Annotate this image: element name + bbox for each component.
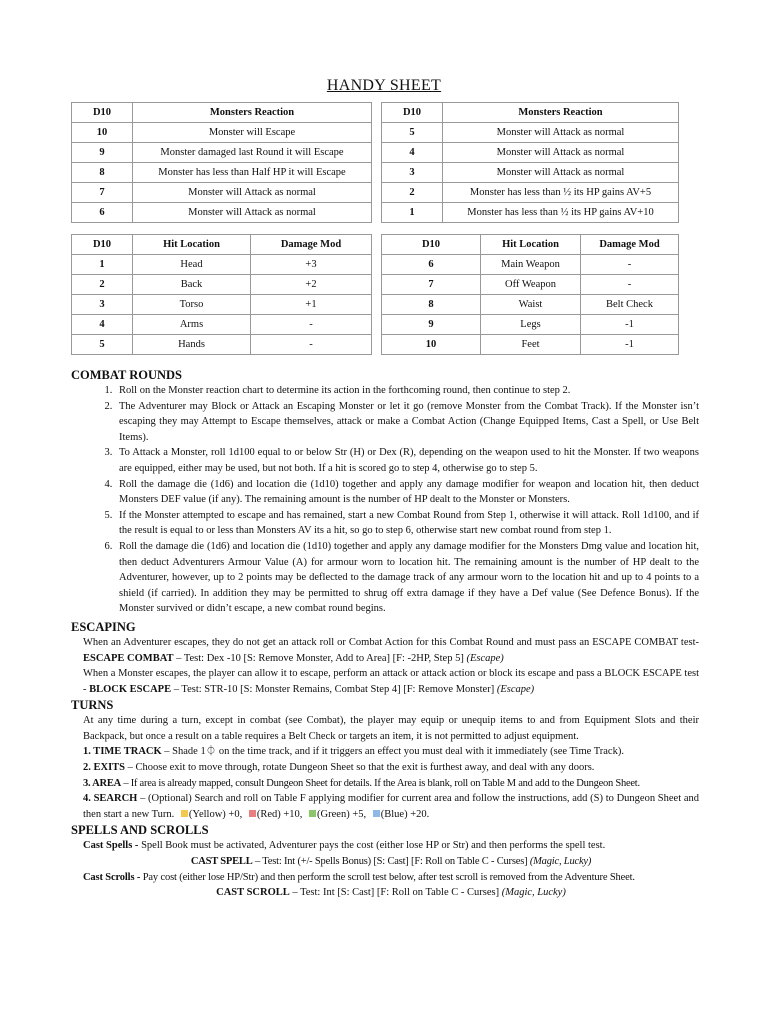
table-row	[382, 295, 679, 315]
table-row	[382, 143, 679, 163]
header-d10: D10	[72, 235, 133, 255]
value-cell: Monster will Attack as normal	[443, 143, 679, 163]
combat-step: 1. Roll on the Monster reaction chart to determine its action in the forthcoming round, then continue to step 2.	[115, 383, 699, 399]
spells-heading: SPELLS AND SCROLLS	[71, 823, 209, 838]
header-reaction: Monsters Reaction	[133, 103, 372, 123]
value-cell: -	[581, 255, 679, 275]
value-cell: -1	[581, 315, 679, 335]
value-cell: Belt Check	[581, 295, 679, 315]
table-row	[382, 335, 679, 355]
value-cell: Monster damaged last Round it will Escape	[133, 143, 372, 163]
combat-steps	[71, 383, 699, 617]
table-row	[72, 255, 372, 275]
value-cell: Monster has less than ½ its HP gains AV+5	[443, 183, 679, 203]
header-d10: D10	[382, 235, 481, 255]
value-cell: Monster will Attack as normal	[443, 123, 679, 143]
hit-table-right	[381, 234, 679, 355]
reaction-left-body	[72, 123, 372, 223]
value-cell: -	[251, 335, 372, 355]
escaping-adventurer: When an Adventurer escapes, they do not get an attack roll or Combat Action for this Combat Round and must pass an ESCAPE COMBAT test- ESCAPE COMBAT – Test: Dex -10 [S: Remove Monster, Add to Area] [F: -2HP, Step 5] (Escape)	[83, 636, 699, 664]
escaping-heading: ESCAPING	[71, 619, 136, 634]
hit-table-left	[71, 234, 372, 355]
value-cell: Torso	[133, 295, 251, 315]
value-cell: -1	[581, 335, 679, 355]
value-cell: Head	[133, 255, 251, 275]
cast-scroll-test: CAST SCROLL – Test: Int [S: Cast] [F: Roll on Table C - Curses] (Magic, Lucky)	[216, 887, 566, 899]
value-cell: Monster will Escape	[133, 123, 372, 143]
table-row	[382, 275, 679, 295]
reaction-table-left	[71, 102, 372, 223]
table-row	[72, 295, 372, 315]
roll-cell: 9	[72, 143, 133, 163]
table-row	[72, 163, 372, 183]
table-row	[72, 183, 372, 203]
reaction-right-body	[382, 123, 679, 223]
roll-cell: 6	[72, 203, 133, 223]
value-cell: Arms	[133, 315, 251, 335]
header-damage-mod: Damage Mod	[581, 235, 679, 255]
value-cell: Monster will Attack as normal	[133, 203, 372, 223]
combat-step: 2. The Adventurer may Block or Attack an Escaping Monster or let it go (remove Monster from the Combat Track). If the Monster isn’t escaping they may Attempt to Escape themselves, attack or make a Combat Action (Change Equipped Items, Cast a Spell, or Use Belt Items).	[115, 399, 699, 446]
header-d10: D10	[382, 103, 443, 123]
blue-square-icon	[373, 810, 380, 817]
roll-cell: 1	[72, 255, 133, 275]
cast-scrolls-rule: Cast Scrolls - Pay cost (either lose HP/Str) and then perform the scroll test below, after test scroll is removed from the Adventure Sheet.	[83, 871, 635, 883]
roll-cell: 5	[382, 123, 443, 143]
hit-right-body	[382, 255, 679, 355]
value-cell: Monster will Attack as normal	[133, 183, 372, 203]
value-cell: Main Weapon	[481, 255, 581, 275]
header-hit-location: Hit Location	[133, 235, 251, 255]
value-cell: Monster will Attack as normal	[443, 163, 679, 183]
roll-cell: 2	[382, 183, 443, 203]
escape-combat-test: ESCAPE COMBAT	[83, 652, 174, 664]
combat-step: 5. If the Monster attempted to escape and has remained, start a new Combat Round from Step 1, otherwise it will attack. Roll 1d100, and if the result is equal to or less than Monsters AV its a hit, so go to step 6, otherwise start new combat round from step 1.	[115, 508, 699, 539]
roll-cell: 3	[382, 163, 443, 183]
combat-step: 4. Roll the damage die (1d6) and location die (1d10) together and apply any damage modifier for weapon and location hit, then deduct Monsters DEF value (if any). The remaining amount is the number of HP dealt to the Monster or Monsters.	[115, 477, 699, 508]
table-row	[72, 315, 372, 335]
value-cell: -	[581, 275, 679, 295]
roll-cell: 8	[382, 295, 481, 315]
block-escape-test: BLOCK ESCAPE	[89, 683, 172, 695]
roll-cell: 4	[72, 315, 133, 335]
table-row	[382, 163, 679, 183]
value-cell: +3	[251, 255, 372, 275]
roll-cell: 7	[72, 183, 133, 203]
value-cell: Off Weapon	[481, 275, 581, 295]
value-cell: Legs	[481, 315, 581, 335]
header-hit-location: Hit Location	[481, 235, 581, 255]
turns-heading: TURNS	[71, 698, 114, 713]
value-cell: -	[251, 315, 372, 335]
turn-step-search: 4. SEARCH – (Optional) Search and roll on Table F applying modifier for current area and follow the instructions, add (S) to Dungeon Sheet and then start a new Turn. (Yellow) +0, (Red) +10, (Green) +5, (Blue) +20.	[83, 793, 699, 820]
combat-heading: COMBAT ROUNDS	[71, 368, 183, 382]
table-row	[72, 335, 372, 355]
turn-step-area: 3. AREA – If area is already mapped, consult Dungeon Sheet for details. If the Area is blank, roll on Table M and add to the Dungeon Sheet.	[83, 777, 640, 789]
table-row	[72, 123, 372, 143]
header-reaction: Monsters Reaction	[443, 103, 679, 123]
roll-cell: 4	[382, 143, 443, 163]
green-square-icon	[309, 810, 316, 817]
roll-cell: 3	[72, 295, 133, 315]
value-cell: Waist	[481, 295, 581, 315]
roll-cell: 5	[72, 335, 133, 355]
cast-spells-rule: Cast Spells - Spell Book must be activated, Adventurer pays the cost (either lose HP or Str) and then performs the spell test.	[83, 840, 606, 852]
value-cell: Back	[133, 275, 251, 295]
yellow-square-icon	[181, 810, 188, 817]
header-damage-mod: Damage Mod	[251, 235, 372, 255]
table-row	[72, 143, 372, 163]
table-row	[382, 315, 679, 335]
combat-step: 3. To Attack a Monster, roll 1d100 equal to or below Str (H) or Dex (R), depending on the weapon used to hit the Monster. If two weapons are equipped, either may be used, but not both. If a hit is scored go to step 4, otherwise go to step 5.	[115, 445, 699, 476]
cast-spell-test: CAST SPELL – Test: Int (+/- Spells Bonus) [S: Cast] [F: Roll on Table C - Curses] (Magic, Lucky)	[190, 856, 592, 868]
value-cell: Monster has less than ½ its HP gains AV+10	[443, 203, 679, 223]
value-cell: +2	[251, 275, 372, 295]
value-cell: Feet	[481, 335, 581, 355]
roll-cell: 9	[382, 315, 481, 335]
table-row	[382, 203, 679, 223]
turn-step-exits: 2. EXITS – Choose exit to move through, rotate Dungeon Sheet so that the exit is furthest away, and deal with any doors.	[83, 762, 595, 774]
table-row	[382, 183, 679, 203]
turns-intro: At any time during a turn, except in combat (see Combat), the player may equip or unequip items to and from Equipment Slots and their Backpack, but once a result on a table requires a Belt Check or targets an item, it is not permitted to adjust equipment.	[83, 715, 699, 742]
roll-cell: 10	[72, 123, 133, 143]
red-square-icon	[249, 810, 256, 817]
value-cell: +1	[251, 295, 372, 315]
roll-cell: 1	[382, 203, 443, 223]
combat-step: 6. Roll the damage die (1d6) and location die (1d10) together and apply any damage modifier for the Monsters Dmg value and location hit, then deduct Adventurers Armour Value (A) for armour worn to location hit. The remaining amount is the number of HP dealt to the Adventurer, however, up to 2 points may be deflected to the damage track of any armour worn to the location hit and up to 4 points to a shield (if carried). In addition they may be permitted to shrug off extra damage if they have a Def value (See Defence Bonus). If the Monster survived or didn’t escape, a new combat round begins.	[115, 539, 699, 617]
reaction-table-right	[381, 102, 679, 223]
turn-step-time-track: 1. TIME TRACK – Shade 1⏀ on the time track, and if it triggers an effect you must deal with it immediately (see Time Track).	[83, 746, 624, 758]
escaping-monster: When a Monster escapes, the player can allow it to escape, perform an attack or attack action or block its escape and pass a BLOCK ESCAPE test - BLOCK ESCAPE – Test: STR-10 [S: Monster Remains, Combat Step 4] [F: Remove Monster] (Escape)	[83, 668, 699, 695]
header-d10: D10	[72, 103, 133, 123]
table-row	[382, 255, 679, 275]
value-cell: Hands	[133, 335, 251, 355]
value-cell: Monster has less than Half HP it will Escape	[133, 163, 372, 183]
roll-cell: 6	[382, 255, 481, 275]
roll-cell: 8	[72, 163, 133, 183]
roll-cell: 2	[72, 275, 133, 295]
page-title: HANDY SHEET	[326, 77, 442, 94]
table-row	[382, 123, 679, 143]
hit-left-body	[72, 255, 372, 355]
table-row	[72, 275, 372, 295]
roll-cell: 10	[382, 335, 481, 355]
rules-content	[71, 367, 699, 901]
table-row	[72, 203, 372, 223]
roll-cell: 7	[382, 275, 481, 295]
